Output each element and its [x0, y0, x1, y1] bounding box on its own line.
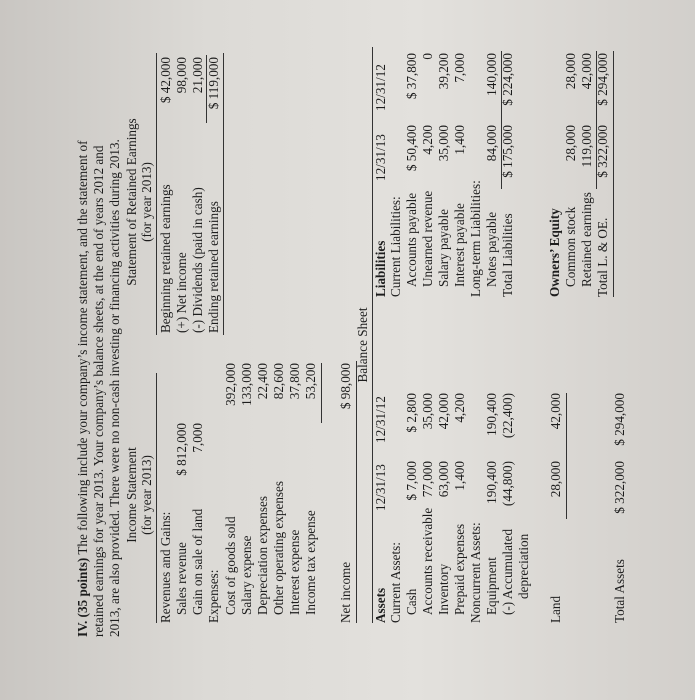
asset-label: Accounts receivable — [420, 507, 435, 615]
re-row-value: 21,000 — [190, 57, 205, 94]
problem-line-1 — [75, 140, 91, 637]
asset-value-2013: 63,000 — [436, 461, 451, 498]
sales-label: Sales revenue — [174, 542, 189, 615]
re-row-label: (+) Net income — [174, 252, 189, 333]
re-ending-label: Ending retained earnings — [206, 201, 221, 333]
total-assets-value-2012: $ 294,000 — [612, 393, 627, 446]
revenues-header: Revenues and Gains: — [158, 511, 173, 623]
liabilities-header: Liabilities — [373, 240, 388, 297]
current-liabilities-header: Current Liabilities: — [388, 196, 403, 297]
noncurrent-assets-header: Noncurrent Assets: — [468, 522, 483, 623]
expense-label: Other operating expenses — [271, 480, 286, 615]
equity-label: Retained earnings — [579, 192, 594, 287]
liabilities-col-2012: 12/31/12 — [373, 64, 388, 111]
expense-value: 392,000 — [223, 363, 238, 406]
total-liabilities-value-2012: $ 224,000 — [500, 53, 515, 106]
asset-label: Cash — [404, 588, 419, 615]
balance-sheet-title: Balance Sheet — [355, 307, 370, 383]
expense-value: 22,400 — [255, 363, 270, 400]
total-le-value-2013: $ 322,000 — [595, 125, 610, 178]
equity-value-2013: 119,000 — [579, 125, 594, 168]
assets-col-2013: 12/31/13 — [373, 464, 388, 511]
total-assets-value-2013: $ 322,000 — [612, 461, 627, 514]
equipment-value-2012: 190,400 — [484, 393, 499, 436]
gain-label: Gain on sale of land — [190, 508, 205, 615]
expense-label: Interest expense — [287, 529, 302, 615]
expense-total-rule — [321, 363, 322, 423]
net-income-label: Net income — [338, 561, 353, 623]
expenses-header: Expenses: — [206, 569, 221, 623]
asset-value-2013: 1,400 — [452, 461, 467, 491]
problem-points: (35 points) — [75, 557, 90, 618]
accumulated-depreciation-label-2: depreciation — [516, 533, 531, 599]
sales-value: $ 812,000 — [174, 423, 189, 476]
land-label: Land — [548, 595, 563, 623]
re-ending-rule — [223, 53, 224, 335]
long-term-liabilities-header: Long-term Liabilities: — [468, 180, 483, 297]
asset-value-2012: 42,000 — [436, 393, 451, 430]
expense-label: Depreciation expenses — [255, 495, 270, 615]
expense-label: Salary expense — [239, 535, 254, 615]
notes-payable-value-2012: 140,000 — [484, 53, 499, 96]
asset-label: Inventory — [436, 563, 451, 615]
re-row-label: (-) Dividends (paid in cash) — [190, 187, 205, 333]
expense-value: 133,000 — [239, 363, 254, 406]
total-le-rule — [613, 51, 614, 297]
liability-value-2013: 35,000 — [436, 125, 451, 162]
total-le-value-2012: $ 294,000 — [595, 53, 610, 106]
problem-line-3: 2013, are also provided. There were no non-cash investing or financing activities during 2013. — [107, 139, 122, 637]
assets-header: Assets — [373, 587, 388, 623]
retained-earnings-subtitle: (for year 2013) — [139, 162, 154, 242]
income-statement-rule — [156, 373, 157, 623]
retained-earnings-title: Statement of Retained Earnings — [124, 118, 139, 286]
asset-value-2012: 35,000 — [420, 393, 435, 430]
total-le-label: Total L. & OE. — [595, 217, 610, 297]
liability-label: Unearned revenue — [420, 190, 435, 287]
total-liabilities-label: Total Liabilities — [500, 213, 515, 297]
gain-value: 7,000 — [190, 423, 205, 453]
accumulated-depreciation-label: (-) Accumulated — [500, 528, 515, 615]
accumulated-depreciation-value-2013: (44,800) — [500, 461, 515, 507]
land-value-2013: 28,000 — [548, 461, 563, 498]
expense-value: 37,800 — [287, 363, 302, 400]
equipment-value-2013: 190,400 — [484, 461, 499, 504]
accumulated-depreciation-value-2012: (22,400) — [500, 393, 515, 439]
liability-value-2012: $ 37,800 — [404, 53, 419, 100]
asset-value-2013: $ 7,000 — [404, 461, 419, 501]
expense-label: Cost of goods sold — [223, 516, 238, 615]
notes-payable-label: Notes payable — [484, 211, 499, 287]
asset-value-2012: 4,200 — [452, 393, 467, 423]
equity-value-2012: 42,000 — [579, 53, 594, 90]
re-row-label: Beginning retained earnings — [158, 184, 173, 333]
assets-col-2012: 12/31/12 — [373, 396, 388, 443]
owners-equity-header: Owners’ Equity — [547, 208, 562, 297]
problem-line-2: retained earnings for year 2013. Your company’s balance sheets, at the end of years 2012 and — [91, 145, 106, 637]
net-income-value: $ 98,000 — [338, 363, 353, 410]
current-assets-header: Current Assets: — [388, 542, 403, 623]
liabilities-col-2013: 12/31/13 — [373, 134, 388, 181]
liability-label: Interest payable — [452, 203, 467, 287]
liability-label: Salary payable — [436, 209, 451, 287]
re-ending-value: $ 119,000 — [206, 57, 221, 110]
equity-value-2012: 28,000 — [563, 53, 578, 90]
notes-payable-value-2013: 84,000 — [484, 125, 499, 162]
income-statement-subtitle: (for year 2013) — [139, 455, 154, 535]
land-underline — [566, 393, 567, 519]
total-assets-label: Total Assets — [612, 559, 627, 623]
problem-text-1: The following include your company’s income statement, and the statement of — [75, 140, 90, 555]
expense-value: 82,600 — [271, 363, 286, 400]
expense-value: 53,200 — [303, 363, 318, 400]
liability-label: Accounts payable — [404, 192, 419, 287]
expense-label: Income tax expense — [303, 510, 318, 615]
equity-label: Common stock — [563, 206, 578, 287]
total-liabilities-value-2013: $ 175,000 — [500, 125, 515, 178]
re-row-value: 98,000 — [174, 57, 189, 94]
liability-value-2012: 7,000 — [452, 53, 467, 83]
problem-label: IV. — [75, 620, 90, 637]
liability-value-2012: 0 — [420, 53, 435, 60]
asset-value-2013: 77,000 — [420, 461, 435, 498]
income-statement-title: Income Statement — [124, 447, 139, 543]
land-value-2012: 42,000 — [548, 393, 563, 430]
equity-value-2013: 28,000 — [563, 125, 578, 162]
liability-value-2013: 4,200 — [420, 125, 435, 155]
asset-value-2012: $ 2,800 — [404, 393, 419, 433]
re-row-value: $ 42,000 — [158, 57, 173, 104]
equipment-label: Equipment — [484, 557, 499, 615]
liability-value-2013: $ 50,400 — [404, 125, 419, 172]
asset-label: Prepaid expenses — [452, 523, 467, 615]
retained-earnings-rule — [156, 53, 157, 335]
liability-value-2013: 1,400 — [452, 125, 467, 155]
liability-value-2012: 39,200 — [436, 53, 451, 90]
